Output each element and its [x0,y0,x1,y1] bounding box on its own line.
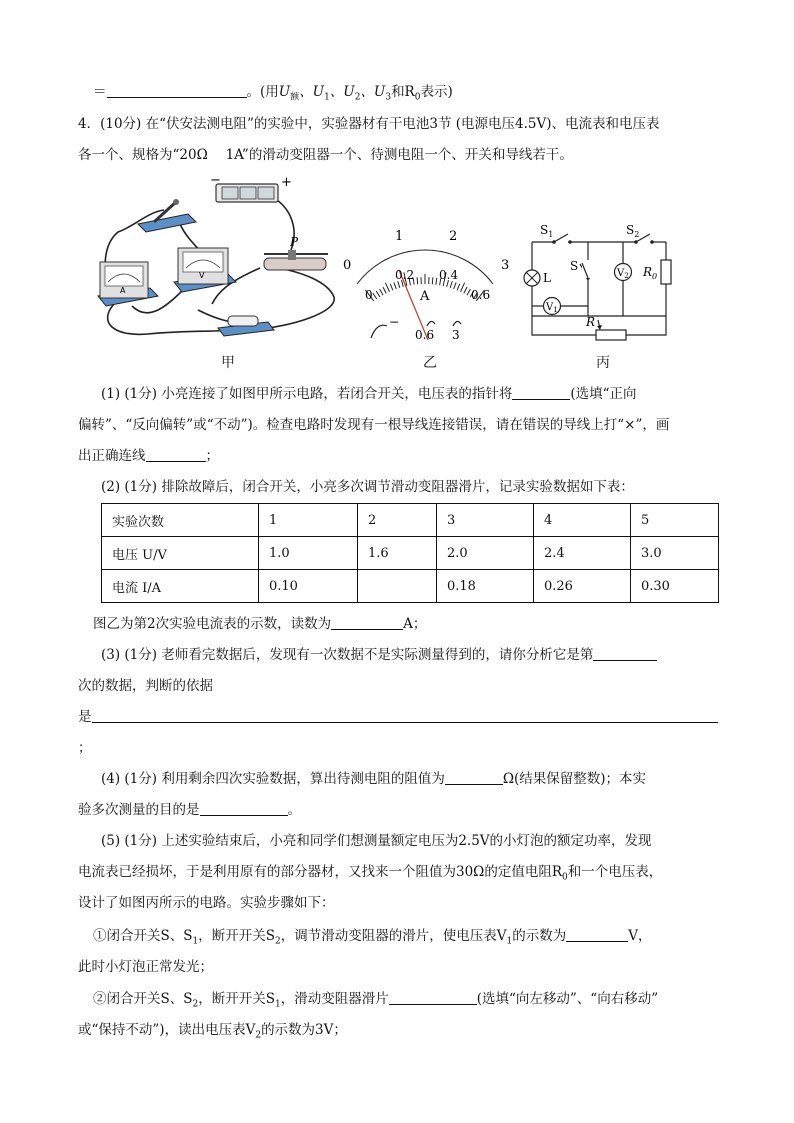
figure-jia-circuit [88,172,350,347]
meter-tick [432,277,433,284]
table-cell: 0.18 [437,570,534,603]
label-v1: $V_1$ [546,302,558,314]
figure-yi-label: 乙 [423,355,437,371]
answer-blank-purpose[interactable] [200,801,288,816]
part-1-line-3: 出正确连线 ； [78,448,219,464]
answer-blank-reading[interactable] [331,615,403,630]
table-cell: 2.0 [437,537,534,570]
table-row [102,504,719,537]
step-2-line-2: 或“保持不动”)，读出电压表$V_2$的示数为3V； [78,1022,347,1041]
part-1-line-1: (1) (1分) 小亮连接了如图甲所示电路，若闭合开关，电压表的指针将 (选填“正向 [101,386,637,402]
meter-tick [398,281,400,288]
label-r: R [586,315,596,329]
table-cell: 3.0 [631,537,719,570]
meter-top-tick-1: 1 [395,229,404,244]
part-2-line-1: (2) (1分) 排除故障后，闭合开关，小亮多次调节滑动变阻器滑片，记录实验数据如下表： [101,479,634,495]
resistor-r0 [661,260,671,284]
label-v2: $V_2$ [617,268,629,280]
step-1-line-2: 此时小灯泡正常发光； [78,959,213,975]
meter-tick [454,282,456,289]
figure-bing-schematic [518,220,688,345]
table-cell: 实验次数 [102,504,259,537]
meter-tick [450,281,452,288]
meter-top-tick-2: 2 [449,229,458,244]
answer-line-top: ＝ 。(用$U_额$、$U_1$、$U_2$、$U_3$和$R_0$表示) [93,84,453,103]
question-4-line-1: 4．(10分) 在“伏安法测电阻”的实验中，实验器材有干电池3节 (电源电压4.5V)、电流表和电压表 [78,116,660,132]
meter-bottom-tick-2: 0.4 [439,268,459,282]
terminal-3: 3 [452,328,460,342]
meter-top-tick-3: 3 [501,258,510,273]
part-3-line-3: 是 [78,708,718,726]
table-cell: 4 [534,504,631,537]
part-1-line-2: 偏转”、“反向偏转”或“不动”)。检查电路时发现有一根导线连接错误，请在错误的导线上打“×”，画 [78,417,670,433]
meter-bottom-tick-0: 0 [365,288,373,302]
table-row [102,570,719,603]
voltmeter-letter: V [199,271,205,280]
ammeter-letter: A [120,286,126,295]
meter-tick [417,277,418,284]
table-cell: 3 [437,504,534,537]
answer-blank-resistance[interactable] [445,770,503,785]
meter-tick [373,293,377,299]
battery-plus-label: + [281,175,292,190]
table-cell: 1.0 [259,537,358,570]
terminal-06-wire [427,321,435,326]
meter-bottom-tick-3: 0.6 [471,288,491,302]
rheostat [264,235,328,270]
part-4-line-1: (4) (1分) 利用剩余四次实验数据，算出待测电阻的阻值为 Ω(结果保留整数)；本实 [101,771,647,787]
table-cell: 5 [631,504,719,537]
wire [248,267,334,330]
terminal-minus: − [389,315,400,329]
data-table [101,503,719,603]
step-2-line-1: ②闭合开关S、$S_2$，断开开关$S_1$，滑动变阻器滑片 (选填“向左移动”、“向右移动” [93,991,659,1010]
part-3-line-2: 次的数据，判断的依据 [78,678,213,694]
table-cell: 电压 U/V [102,537,259,570]
table-cell: 1.6 [358,537,437,570]
rheostat-r [596,330,626,340]
figure-bing-label: 丙 [596,355,610,371]
label-s1: $S_1$ [540,223,554,239]
table-cell: 1 [259,504,358,537]
answer-blank-trial[interactable] [593,646,657,661]
part-5-line-1: (5) (1分) 上述实验结束后，小亮和同学们想测量额定电压为2.5V的小灯泡的额定功率，发现 [101,833,652,849]
table-cell [358,570,437,603]
part-3-line-1: (3) (1分) 老师看完数据后，发现有一次数据不是实际测量得到的，请你分析它是第 [101,646,657,664]
question-4-line-2: 各一个、规格为“20Ω 1A”的滑动变阻器一个、待测电阻一个、开关和导线若干。 [78,147,573,163]
meter-tick [467,289,470,295]
meter-tick [436,278,437,285]
answer-blank-pointer[interactable] [512,385,570,400]
meter-tick [380,289,383,295]
meter-top-tick-0: 0 [343,258,352,273]
meter-tick [464,287,467,293]
ammeter-instrument [98,262,158,306]
answer-blank-slider[interactable] [389,990,477,1005]
label-s: S [570,259,579,273]
meter-tick [461,283,465,292]
figure-yi-meter [335,222,515,347]
terminal-3-wire [453,321,461,326]
answer-blank[interactable] [107,83,247,98]
label-r0: $R_0$ [643,265,658,281]
table-row [102,537,719,570]
answer-blank-v1[interactable] [566,927,628,942]
part-3-line-4: ； [78,740,92,756]
answer-blank-wiring[interactable] [146,447,206,462]
terminal-06: 0.6 [415,328,435,342]
meter-tick [394,282,396,289]
meter-tick [390,284,393,291]
wire [108,304,228,334]
step-1-line-1: ①闭合开关S、$S_1$，断开开关$S_2$，调节滑动变阻器的滑片，使电压表$V_1$的示数为 V， [93,928,652,947]
meter-tick [457,284,460,291]
equals-sign: ＝ [93,84,107,100]
switch-s1 [554,234,568,242]
table-cell: 2.4 [534,537,631,570]
meter-tick [383,287,386,293]
meter-unit: A [420,289,430,304]
table-cell: 2 [358,504,437,537]
table-cell: 0.10 [259,570,358,603]
meter-bottom-tick-1: 0.2 [395,268,415,282]
part-5-line-3: 设计了如图丙所示的电路。实验步骤如下： [78,895,335,911]
battery-minus-label: − [210,173,221,188]
part-2-after-table: 图乙为第2次实验电流表的示数，读数为 A； [93,616,427,632]
part-5-line-2: 电流表已经损坏，于是利用原有的部分器材，又找来一个阻值为30Ω的定值电阻$R_0$和一个电压表， [78,864,663,883]
meter-tick [385,283,389,292]
wire [532,242,666,335]
table-cell: 电流 I/A [102,570,259,603]
meter-tick [376,291,380,297]
rheostat-p-label: P [290,235,299,249]
table-cell: 0.30 [631,570,719,603]
part-4-line-2: 验多次测量的目的是 。 [78,802,301,818]
figure-jia-label: 甲 [221,355,235,371]
label-s2: $S_2$ [626,223,640,239]
answer-blank-reason[interactable] [92,708,718,723]
label-l: L [543,271,551,285]
table-cell: 0.26 [534,570,631,603]
terminal-minus-wire [371,325,387,338]
fixed-resistor [218,316,274,336]
